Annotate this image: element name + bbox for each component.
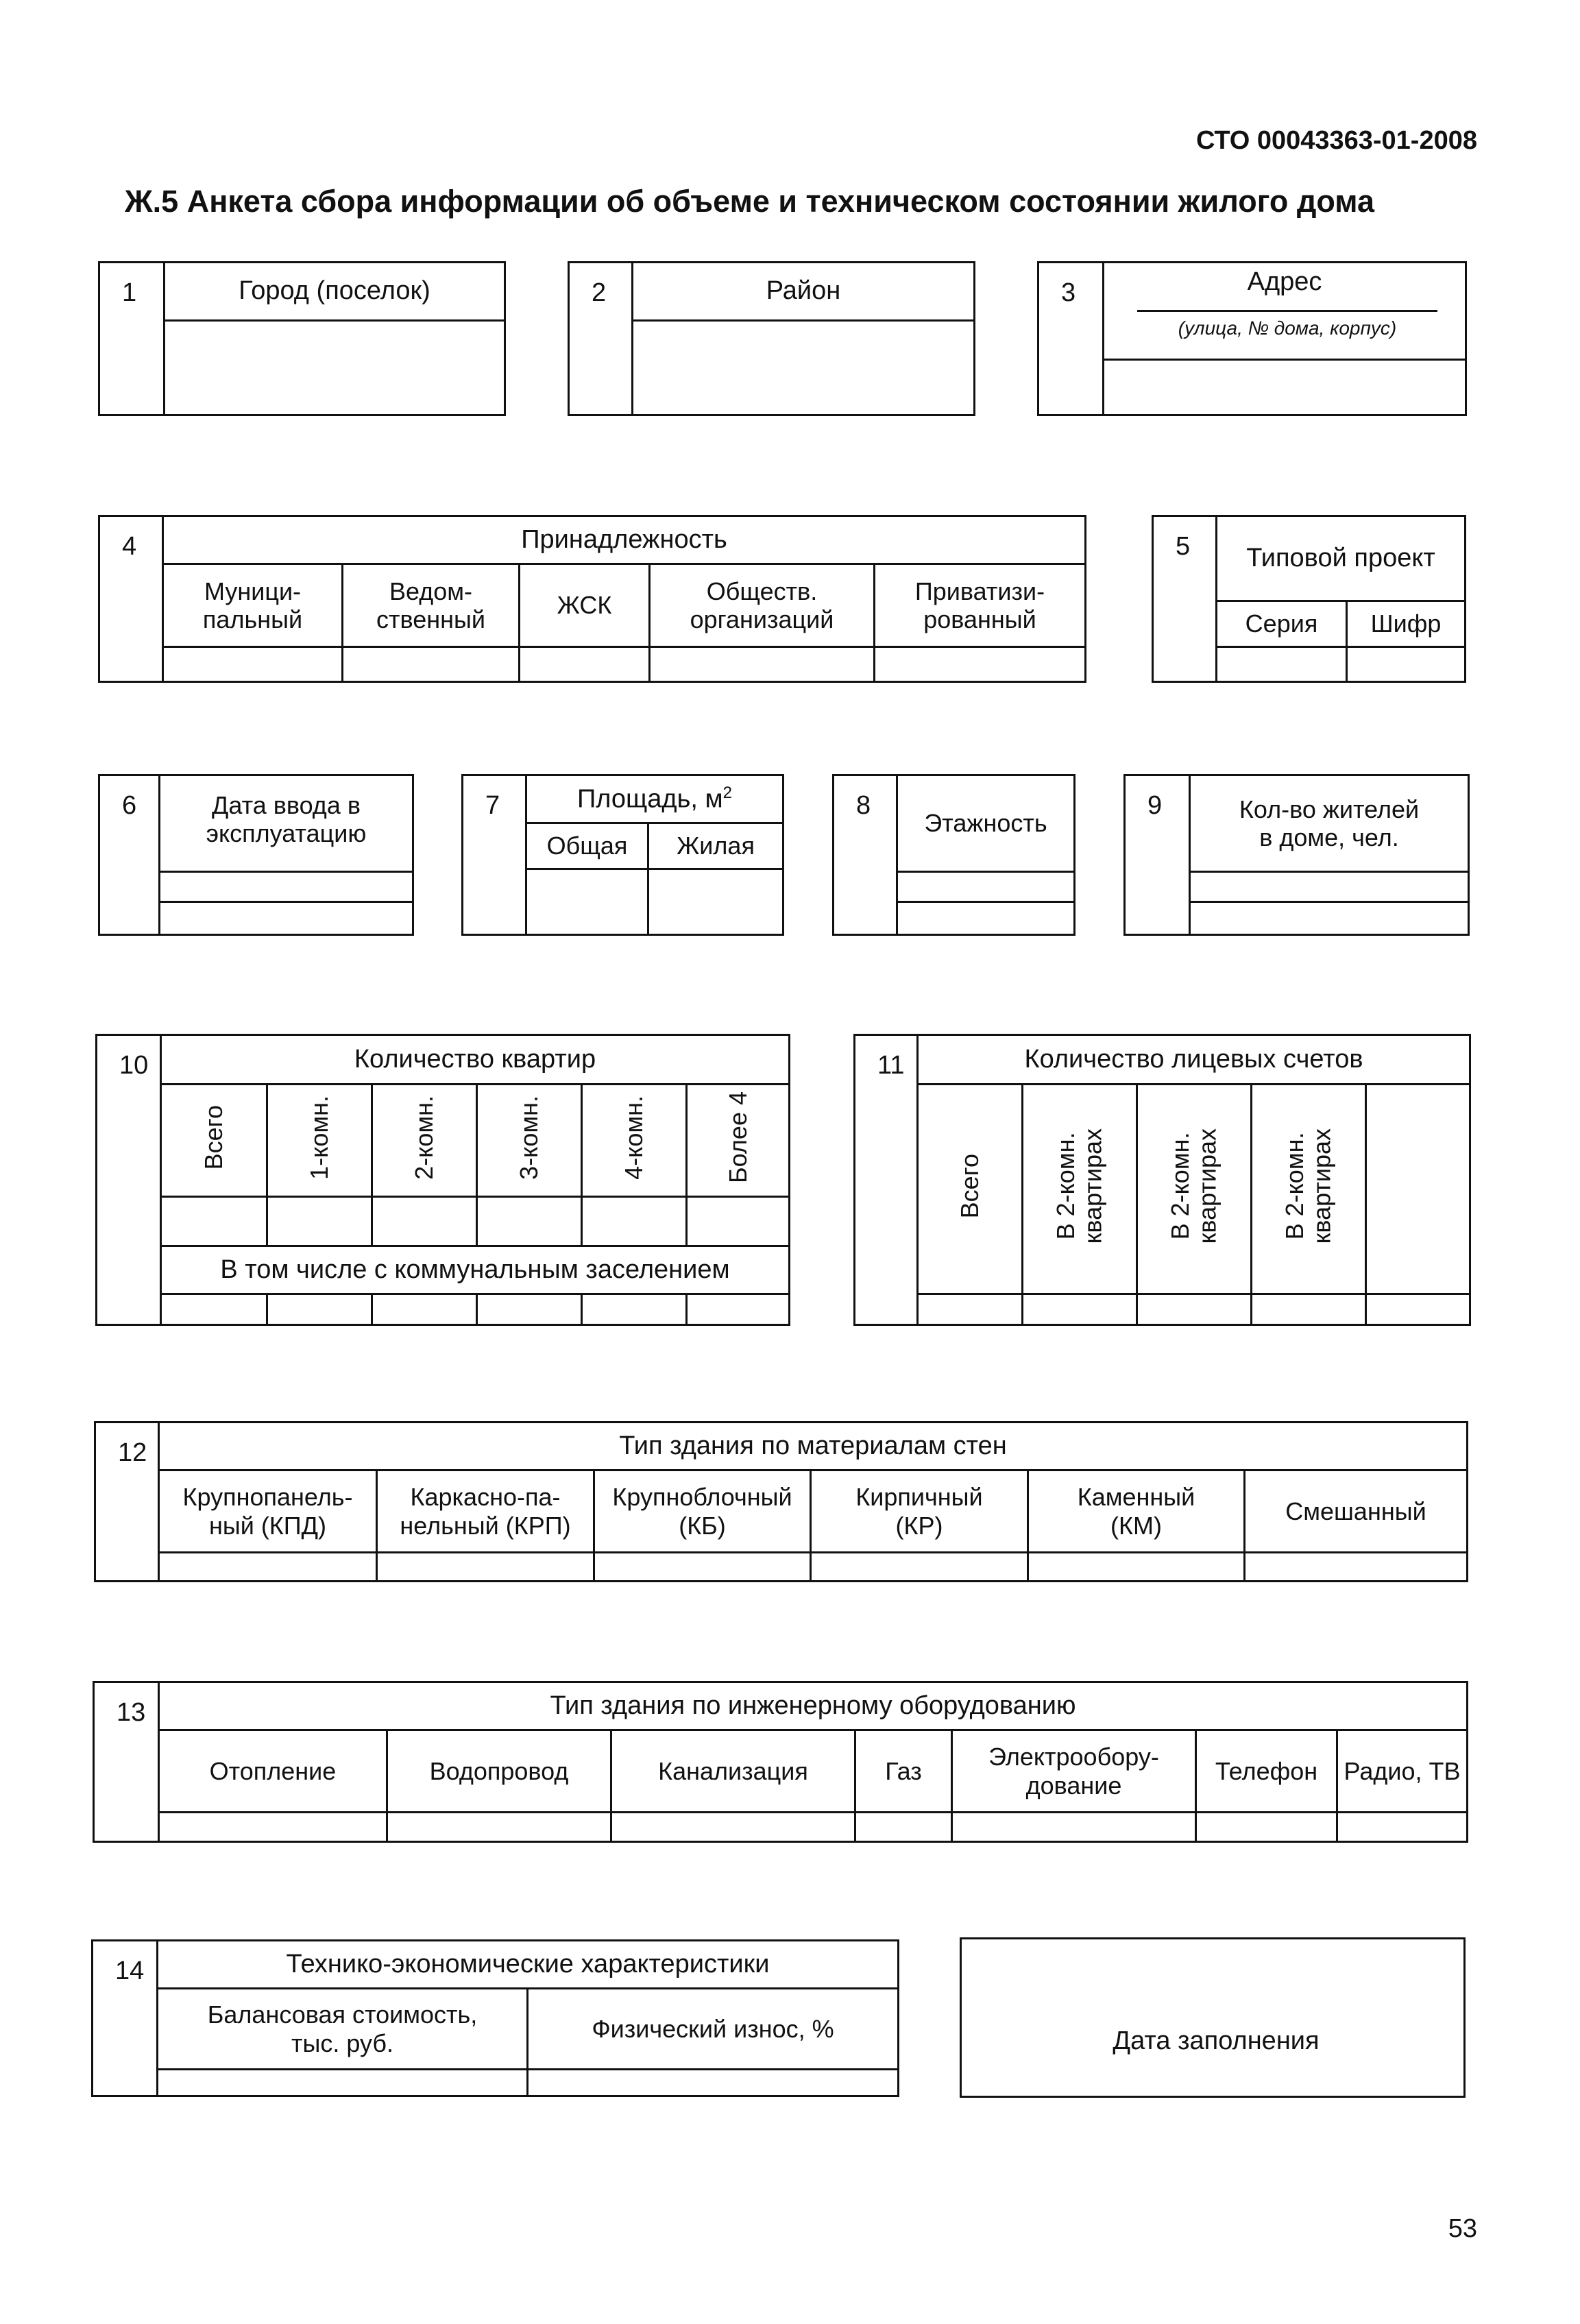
accounts-col-2room-c: В 2-комн. квартирах (1252, 1085, 1366, 1294)
box-number: 5 (1153, 516, 1217, 682)
eng-col-gas: Газ (855, 1730, 952, 1813)
wall-col-kpd: Крупнопанель- ный (КПД) (159, 1470, 377, 1553)
eng-col-phone: Телефон (1196, 1730, 1337, 1813)
form-box-accounts (853, 1034, 1471, 1326)
address-label: Адрес (1247, 267, 1322, 296)
accounts-field[interactable] (1366, 1294, 1470, 1325)
box-number: 8 (834, 775, 897, 935)
city-label: Город (поселок) (165, 263, 505, 321)
accounts-col-blank (1366, 1085, 1470, 1294)
box-number: 2 (569, 263, 633, 415)
residents-field[interactable] (1190, 872, 1469, 902)
engineering-header: Тип здания по инженерному оборудованию (159, 1682, 1468, 1730)
wall-field[interactable] (1028, 1553, 1245, 1582)
communal-field[interactable] (267, 1294, 372, 1325)
code-label: Шифр (1347, 601, 1466, 647)
eng-col-heating: Отопление (159, 1730, 387, 1813)
accounts-field[interactable] (1252, 1294, 1366, 1325)
accounts-header: Количество лицевых счетов (918, 1035, 1470, 1085)
ownership-field[interactable] (875, 647, 1086, 682)
district-label: Район (633, 263, 975, 321)
commission-date-label: Дата ввода в эксплуатацию (160, 775, 413, 872)
address-sublabel: (улица, № дома, корпус) (1137, 310, 1437, 339)
box-number: 14 (93, 1941, 158, 2096)
apartments-field[interactable] (161, 1197, 267, 1246)
communal-field[interactable] (582, 1294, 687, 1325)
area-unit-superscript: 2 (722, 783, 732, 802)
eng-field[interactable] (1337, 1813, 1468, 1842)
economic-header: Технико-экономические характеристики (158, 1941, 899, 1989)
commission-date-field[interactable] (160, 902, 413, 935)
residents-label: Кол-во жителей в доме, чел. (1190, 775, 1469, 872)
form-box-area (461, 774, 784, 936)
economic-col-wear: Физический износ, % (528, 1989, 899, 2070)
ownership-col-municipal: Муници- пальный (163, 564, 343, 647)
eng-field[interactable] (611, 1813, 855, 1842)
page-number: 53 (1448, 2214, 1477, 2243)
apartments-field[interactable] (477, 1197, 582, 1246)
box-number: 1 (99, 263, 165, 415)
balance-value-field[interactable] (158, 2070, 528, 2096)
apartments-field[interactable] (372, 1197, 477, 1246)
box-number: 13 (94, 1682, 159, 1842)
economic-col-balance-value: Балансовая стоимость, тыс. руб. (158, 1989, 528, 2070)
page-title: Ж.5 Анкета сбора информации об объеме и техническом состоянии жилого дома (125, 184, 1375, 219)
address-field[interactable] (1104, 360, 1466, 415)
document-code: СТО 00043363-01-2008 (1195, 126, 1477, 155)
wall-col-km: Каменный (КМ) (1028, 1470, 1245, 1553)
eng-field[interactable] (159, 1813, 387, 1842)
form-box-apartments (95, 1034, 790, 1326)
accounts-col-2room-b: В 2-комн. квартирах (1137, 1085, 1252, 1294)
wall-field[interactable] (594, 1553, 811, 1582)
wall-field[interactable] (159, 1553, 377, 1582)
form-box-standard-project (1152, 515, 1466, 683)
box-number: 12 (95, 1423, 159, 1582)
form-box-commission-date (98, 774, 414, 936)
district-field[interactable] (633, 321, 975, 415)
eng-col-radio-tv: Радио, ТВ (1337, 1730, 1468, 1813)
wear-field[interactable] (528, 2070, 899, 2096)
box-number: 4 (99, 516, 163, 682)
form-box-ownership (98, 515, 1086, 683)
ownership-field[interactable] (163, 647, 343, 682)
ownership-col-public-org: Обществ. организаций (650, 564, 875, 647)
eng-field[interactable] (387, 1813, 611, 1842)
standard-project-header: Типовой проект (1217, 516, 1466, 601)
form-box-economic (91, 1939, 899, 2097)
apartments-field[interactable] (267, 1197, 372, 1246)
wall-col-krp: Каркасно-па- нельный (КРП) (377, 1470, 594, 1553)
ownership-field[interactable] (650, 647, 875, 682)
wall-col-kb: Крупноблочный (КБ) (594, 1470, 811, 1553)
area-header (526, 775, 783, 823)
communal-field[interactable] (372, 1294, 477, 1325)
wall-field[interactable] (377, 1553, 594, 1582)
ownership-col-hsk: ЖСК (520, 564, 650, 647)
wall-field[interactable] (1245, 1553, 1468, 1582)
form-box-engineering (93, 1681, 1468, 1843)
floors-label: Этажность (897, 775, 1075, 872)
apartments-field[interactable] (582, 1197, 687, 1246)
ownership-field[interactable] (343, 647, 520, 682)
area-total-field[interactable] (526, 869, 648, 935)
box-number: 3 (1038, 263, 1104, 415)
box-number: 6 (99, 775, 160, 935)
communal-subheader: В том числе с коммунальным заселением (161, 1246, 790, 1294)
accounts-col-2room-a: В 2-комн. квартирах (1023, 1085, 1137, 1294)
series-field[interactable] (1217, 647, 1347, 682)
eng-field[interactable] (952, 1813, 1196, 1842)
eng-col-water: Водопровод (387, 1730, 611, 1813)
apartments-col-2room: 2-комн. (372, 1085, 477, 1197)
apartments-header: Количество квартир (161, 1035, 790, 1085)
apartments-col-total: Всего (161, 1085, 267, 1197)
form-box-district (568, 261, 975, 416)
wall-material-header: Тип здания по материалам стен (159, 1423, 1468, 1470)
ownership-col-departmental: Ведом- ственный (343, 564, 520, 647)
communal-field[interactable] (687, 1294, 790, 1325)
wall-col-mixed: Смешанный (1245, 1470, 1468, 1553)
city-field[interactable] (165, 321, 505, 415)
form-box-city (98, 261, 506, 416)
form-box-wall-material (94, 1421, 1468, 1582)
wall-field[interactable] (811, 1553, 1028, 1582)
accounts-col-total: Всего (918, 1085, 1023, 1294)
ownership-header: Принадлежность (163, 516, 1086, 564)
eng-field[interactable] (855, 1813, 952, 1842)
accounts-field[interactable] (918, 1294, 1023, 1325)
accounts-field[interactable] (1023, 1294, 1137, 1325)
series-label: Серия (1217, 601, 1347, 647)
form-box-address (1037, 261, 1467, 416)
area-living-field[interactable] (648, 869, 783, 935)
apartments-col-more4: Более 4 (687, 1085, 790, 1197)
area-header-text: Площадь, м (576, 784, 723, 814)
box-number: 7 (463, 775, 526, 935)
area-living-label: Жилая (648, 823, 783, 869)
communal-field[interactable] (161, 1294, 267, 1325)
apartments-col-3room: 3-комн. (477, 1085, 582, 1197)
fill-date-label: Дата заполнения (1113, 2026, 1320, 2055)
code-field[interactable] (1347, 647, 1466, 682)
box-number: 10 (97, 1035, 161, 1325)
apartments-col-4room: 4-комн. (582, 1085, 687, 1197)
box-number: 11 (855, 1035, 918, 1325)
floors-field[interactable] (897, 902, 1075, 935)
ownership-field[interactable] (520, 647, 650, 682)
communal-field[interactable] (477, 1294, 582, 1325)
apartments-col-1room: 1-комн. (267, 1085, 372, 1197)
form-box-residents (1123, 774, 1470, 936)
box-number: 9 (1125, 775, 1190, 935)
eng-field[interactable] (1196, 1813, 1337, 1842)
address-header (1104, 263, 1466, 360)
residents-field[interactable] (1190, 902, 1469, 935)
floors-field[interactable] (897, 872, 1075, 902)
eng-col-electric: Электрообору- дование (952, 1730, 1196, 1813)
ownership-col-privatized: Приватизи- рованный (875, 564, 1086, 647)
wall-col-kr: Кирпичный (КР) (811, 1470, 1028, 1553)
fill-date-box[interactable] (960, 1937, 1466, 2098)
form-box-floors (832, 774, 1075, 936)
eng-col-sewer: Канализация (611, 1730, 855, 1813)
apartments-field[interactable] (687, 1197, 790, 1246)
accounts-field[interactable] (1137, 1294, 1252, 1325)
commission-date-field[interactable] (160, 872, 413, 902)
area-total-label: Общая (526, 823, 648, 869)
